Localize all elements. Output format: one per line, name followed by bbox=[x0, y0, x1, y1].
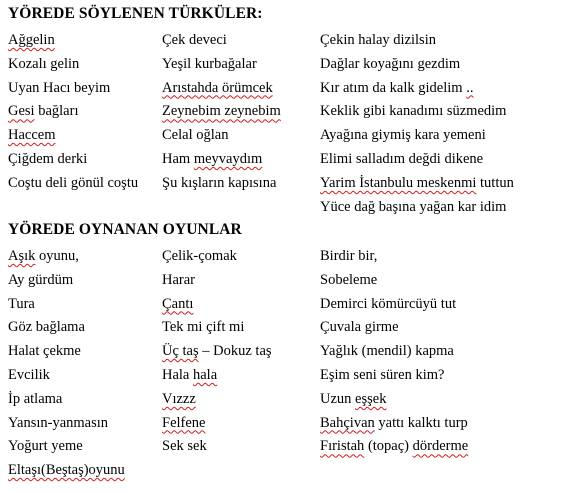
item-text: Yağlık (mendil) kapma bbox=[320, 343, 454, 360]
item-text: oyunu, bbox=[35, 248, 79, 264]
spellcheck-flagged-text: Gesi bbox=[8, 103, 35, 120]
item-text: Uyan Hacı beyim bbox=[8, 79, 111, 96]
turku-item bbox=[162, 126, 228, 144]
item-text: Coştu deli gönül coştu bbox=[8, 174, 139, 191]
spellcheck-flagged-text: Haccem bbox=[8, 127, 56, 144]
item-text: Keklik gibi kanadımı süzmedim bbox=[320, 103, 507, 120]
turku-item bbox=[320, 102, 506, 120]
item-text: Yeşil kurbağalar bbox=[162, 55, 257, 72]
item-text: Kozalı gelin bbox=[8, 55, 80, 72]
item-text: Göz bağlama bbox=[8, 319, 85, 336]
oyun-item bbox=[8, 461, 125, 479]
oyun-item bbox=[8, 366, 50, 384]
item-text: Elimi salladım değdi dikene bbox=[320, 151, 484, 167]
spellcheck-flagged-text: Eltaşı(Beştaş)oyunu bbox=[8, 462, 125, 479]
turku-item bbox=[162, 55, 257, 73]
oyun-item bbox=[320, 342, 454, 360]
oyun-item bbox=[162, 414, 205, 432]
oyun-item bbox=[8, 295, 35, 313]
turku-item bbox=[320, 31, 436, 49]
spellcheck-flagged-text: .. bbox=[466, 79, 474, 96]
item-text: Evcilik bbox=[8, 367, 50, 383]
item-text: Ham bbox=[162, 151, 194, 167]
item-text: Kır atım da kalk gidelim bbox=[320, 79, 467, 96]
item-text: yattı kalktı turp bbox=[374, 414, 468, 431]
item-text: Yoğurt yeme bbox=[8, 438, 83, 455]
spellcheck-flagged-text: meyvaydım bbox=[193, 151, 263, 167]
oyun-item bbox=[8, 390, 62, 408]
oyun-item bbox=[8, 247, 79, 265]
oyun-item bbox=[8, 271, 73, 289]
turku-item bbox=[320, 150, 483, 168]
oyun-item bbox=[162, 271, 195, 289]
oyun-item bbox=[162, 295, 193, 313]
item-text: Çiğdem derki bbox=[8, 151, 88, 167]
oyun-item bbox=[320, 318, 399, 336]
oyun-item bbox=[8, 342, 81, 360]
turku-item bbox=[320, 198, 506, 216]
turku-item bbox=[320, 126, 486, 144]
item-text: Çek deveci bbox=[162, 32, 227, 48]
turku-item bbox=[162, 79, 273, 97]
spellcheck-flagged-text: eşşek bbox=[355, 390, 387, 407]
item-text: tuttun bbox=[476, 174, 514, 191]
item-text: Uzun bbox=[320, 390, 356, 407]
turku-item bbox=[320, 55, 460, 73]
item-text: Çekin halay dizilsin bbox=[320, 32, 436, 48]
item-text: Yüce dağ başına yağan kar idim bbox=[320, 198, 507, 215]
item-text: Ay gürdüm bbox=[8, 271, 74, 288]
spellcheck-flagged-text: Aşık bbox=[8, 248, 36, 264]
item-text: Tek mi çift mi bbox=[162, 319, 245, 336]
item-text: Demirci kömürcüyü tut bbox=[320, 295, 457, 312]
item-text: Birdir bir, bbox=[320, 248, 378, 264]
turku-item bbox=[8, 79, 110, 97]
item-text: Tura bbox=[8, 295, 35, 312]
spellcheck-flagged-text: Felfene bbox=[162, 414, 206, 431]
item-text: Hala bbox=[162, 367, 193, 383]
turku-item bbox=[8, 102, 78, 120]
section-title-turkuler: YÖREDE SÖYLENEN TÜRKÜLER: bbox=[8, 5, 263, 22]
oyun-item bbox=[320, 366, 444, 384]
oyun-item bbox=[8, 414, 108, 432]
spellcheck-flagged-text: hala bbox=[193, 367, 218, 383]
spellcheck-flagged-text: Vızzz bbox=[162, 390, 196, 407]
item-text: Ayağına giymiş kara yemeni bbox=[320, 127, 486, 144]
item-text: Yansın-yanmasın bbox=[8, 414, 109, 431]
turku-item bbox=[320, 174, 514, 192]
item-text: bağları bbox=[34, 103, 79, 120]
turku-item bbox=[8, 150, 87, 168]
turku-item bbox=[162, 102, 281, 120]
spellcheck-flagged-text: Yarim İstanbulu meskenmi bbox=[320, 174, 477, 191]
oyun-item bbox=[8, 437, 83, 455]
oyun-item bbox=[320, 295, 456, 313]
item-text: Harar bbox=[162, 271, 196, 288]
spellcheck-flagged-text: Ağgelin bbox=[8, 32, 55, 48]
spellcheck-flagged-text: Çantı bbox=[162, 295, 194, 312]
oyun-item bbox=[162, 390, 196, 408]
item-text: Şu kışların kapısına bbox=[162, 174, 277, 191]
spellcheck-flagged-text: Bahçivan bbox=[320, 414, 375, 431]
item-text: Halat çekme bbox=[8, 343, 81, 360]
spellcheck-flagged-text: Fıristah bbox=[320, 438, 365, 455]
item-text: Çelik-çomak bbox=[162, 248, 237, 264]
oyun-item bbox=[320, 271, 377, 289]
item-text: Sobeleme bbox=[320, 271, 378, 288]
item-text: Sek sek bbox=[162, 438, 207, 455]
spellcheck-flagged-text: dörderme bbox=[412, 438, 469, 455]
turku-item bbox=[162, 150, 262, 168]
item-text: Çuvala girme bbox=[320, 319, 399, 336]
oyun-item bbox=[320, 390, 386, 408]
spellcheck-flagged-text: Zeynebim zeynebim bbox=[162, 103, 281, 120]
oyun-item bbox=[320, 437, 468, 455]
oyun-item bbox=[162, 366, 217, 384]
oyun-item bbox=[162, 437, 207, 455]
item-text: Dağlar koyağını gezdim bbox=[320, 55, 461, 72]
oyun-item bbox=[320, 414, 468, 432]
item-text: (topaç) bbox=[364, 438, 413, 455]
oyun-item bbox=[162, 247, 237, 265]
oyun-item bbox=[320, 247, 377, 265]
turku-item bbox=[162, 31, 227, 49]
oyun-item bbox=[162, 342, 272, 360]
oyun-item bbox=[162, 318, 244, 336]
spellcheck-flagged-text: Arıstahda örümcek bbox=[162, 79, 273, 96]
item-text: – Dokuz taş bbox=[198, 343, 272, 360]
item-text: İp atlama bbox=[8, 390, 63, 407]
turku-item bbox=[8, 31, 55, 49]
spellcheck-flagged-text: Üç taş bbox=[162, 343, 199, 360]
turku-item bbox=[320, 79, 473, 97]
turku-item bbox=[8, 55, 79, 73]
turku-item bbox=[8, 174, 138, 192]
item-text: Eşim seni süren kim? bbox=[320, 367, 445, 383]
oyun-item bbox=[8, 318, 85, 336]
section-title-oyunlar: YÖREDE OYNANAN OYUNLAR bbox=[8, 221, 242, 238]
turku-item bbox=[162, 174, 276, 192]
item-text: Celal oğlan bbox=[162, 127, 229, 144]
turku-item bbox=[8, 126, 56, 144]
